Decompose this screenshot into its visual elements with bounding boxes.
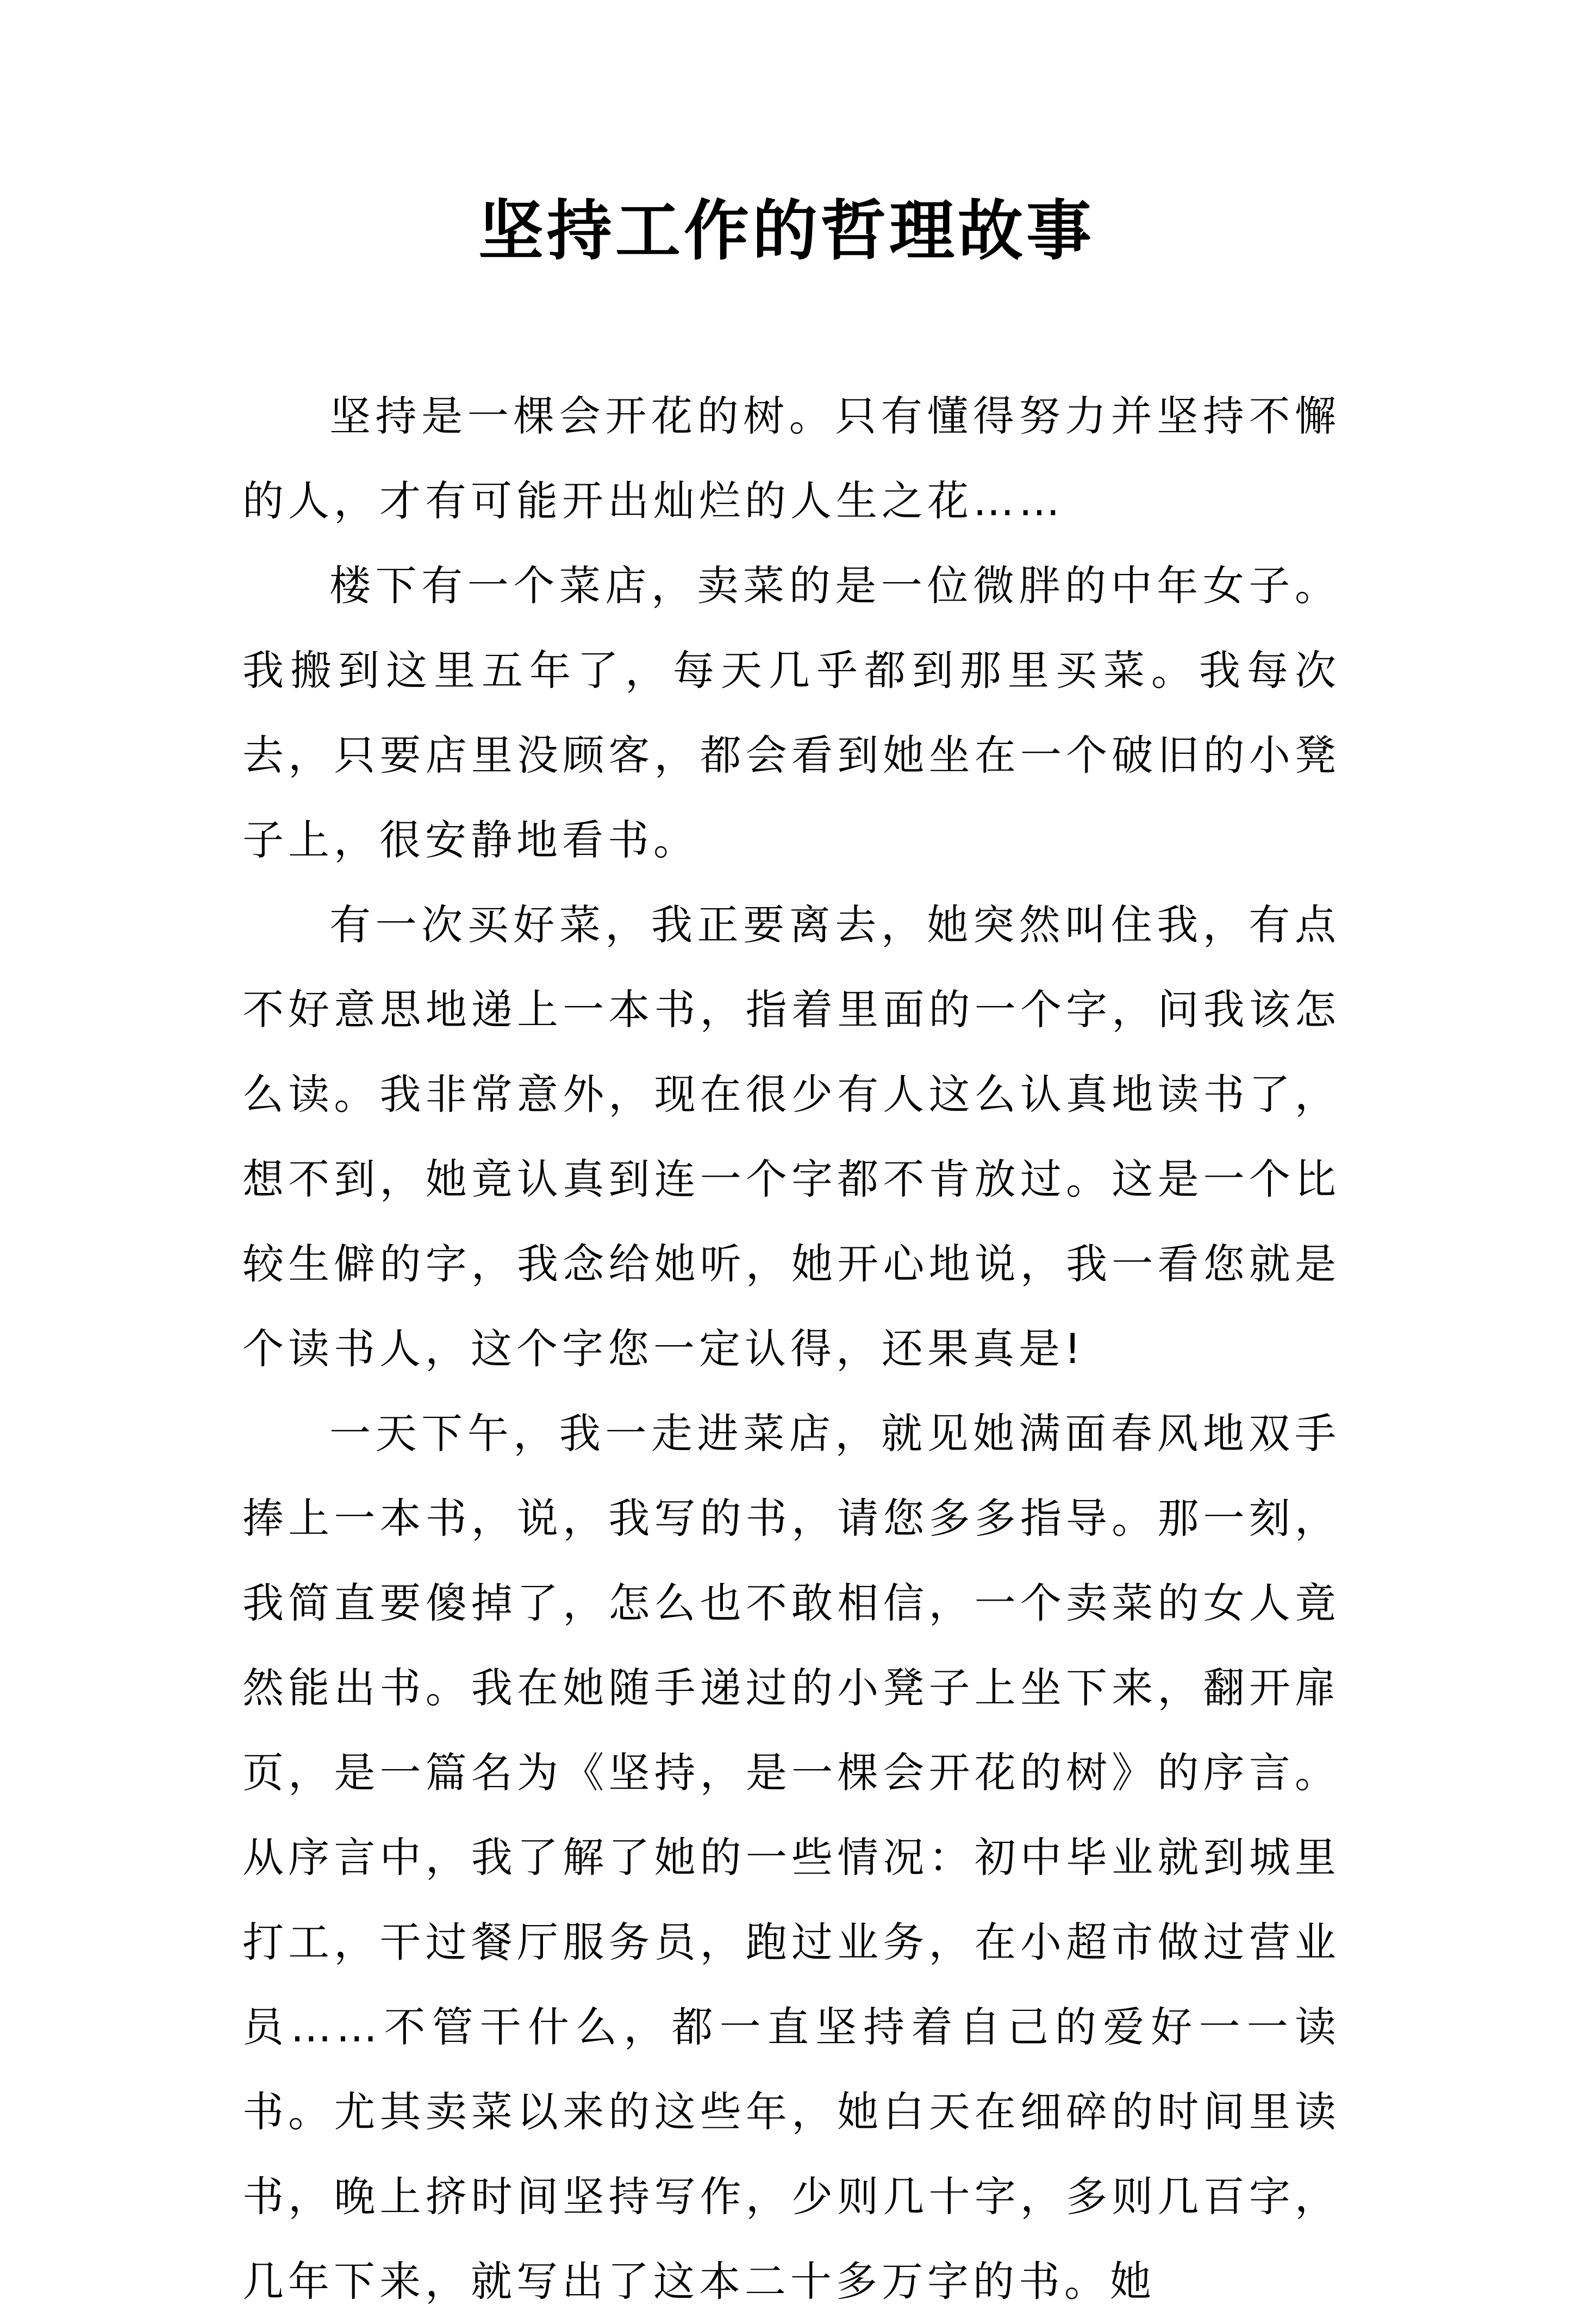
paragraph-3: 有一次买好菜，我正要离去，她突然叫住我，有点不好意思地递上一本书，指着里面的一个字，问我该怎么读。我非常意外，现在很少有人这么认真地读书了，想不到，她竟认真到连一个字都不肯放过。这是一个比较生僻的字，我念给她听，她开心地说，我一看您就是个读书人，这个字您一定认得，还果真是! xyxy=(242,901,1340,1373)
paragraph-4: 一天下午，我一走进菜店，就见她满面春风地双手捧上一本书，说，我写的书，请您多多指导。那一刻，我简直要傻掉了，怎么也不敢相信，一个卖菜的女人竟然能出书。我在她随手递过的小凳子上坐下来，翻开扉页，是一篇名为《坚持，是一棵会开花的树》的序言。从序言中，我了解了她的一些情况：初中毕业就到城里打工，干过餐厅服务员，跑过业务，在小超市做过营业员……不管干什么，都一直坚持着自己的爱好一一读书。尤其卖菜以来的这些年，她白天在细碎的时间里读书，晚上挤时间坚持写作，少则几十字，多则几百字，几年下来，就写出了这本二十多万字的书。她 xyxy=(242,1409,1340,2306)
document-title: 坚持工作的哲理故事 xyxy=(478,192,1095,269)
paragraph-1: 坚持是一棵会开花的树。只有懂得努力并坚持不懈的人，才有可能开出灿烂的人生之花…… xyxy=(242,392,1340,525)
paragraph-2: 楼下有一个菜店，卖菜的是一位微胖的中年女子。我搬到这里五年了，每天几乎都到那里买菜。我每次去，只要店里没顾客，都会看到她坐在一个破旧的小凳子上，很安静地看书。 xyxy=(242,561,1340,864)
document-body xyxy=(242,374,1340,2324)
